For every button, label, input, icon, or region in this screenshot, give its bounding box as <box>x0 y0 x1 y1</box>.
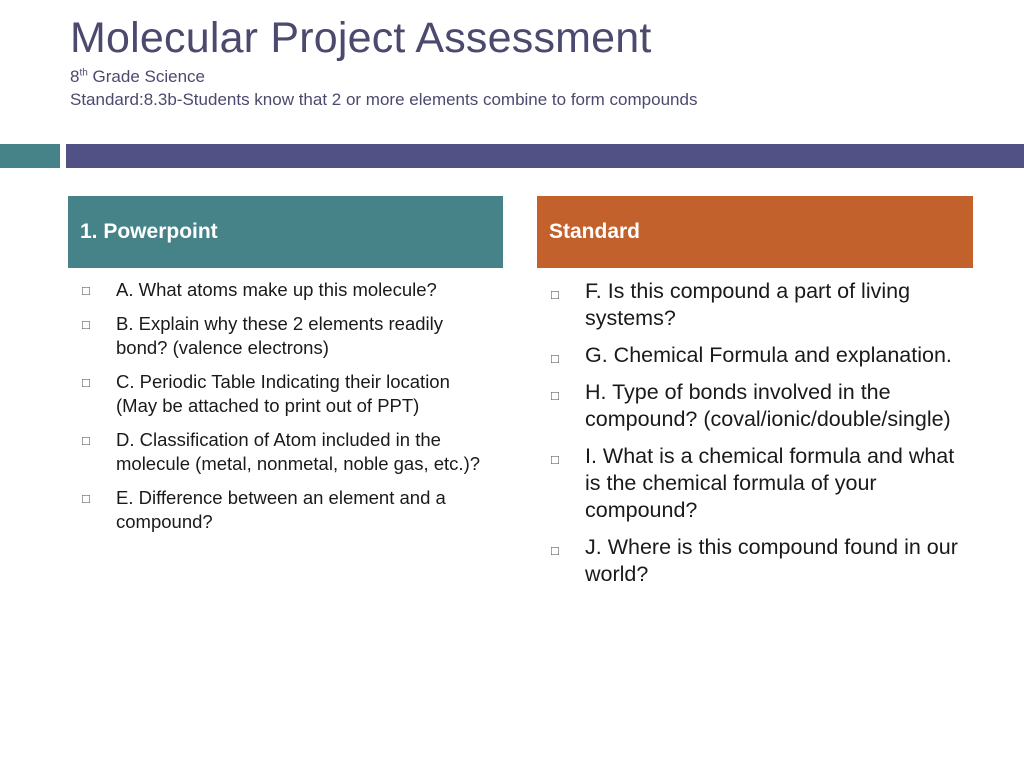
list-item-text: D. Classification of Atom included in the molecule (metal, nonmetal, noble gas, etc.)? <box>116 429 481 474</box>
list-item-text: C. Periodic Table Indicating their location (May be attached to print out of PPT) <box>116 371 450 416</box>
hollow-square-bullet-icon: □ <box>551 543 559 558</box>
hollow-square-bullet-icon: □ <box>82 317 90 332</box>
list-item-text: E. Difference between an element and a compound? <box>116 487 446 532</box>
hollow-square-bullet-icon: □ <box>82 491 90 506</box>
list-item <box>82 278 492 302</box>
hollow-square-bullet-icon: □ <box>551 452 559 467</box>
list-item <box>551 278 971 332</box>
list-item-text: H. Type of bonds involved in the compound? (coval/ionic/double/single) <box>585 380 951 431</box>
list-item-text: B. Explain why these 2 elements readily bond? (valence electrons) <box>116 313 444 358</box>
list-item <box>82 312 492 360</box>
right-bullet-list <box>551 278 971 598</box>
hollow-square-bullet-icon: □ <box>551 287 559 302</box>
hollow-square-bullet-icon: □ <box>82 283 90 298</box>
list-item <box>82 428 492 476</box>
hollow-square-bullet-icon: □ <box>551 388 559 403</box>
grade-rest: Grade Science <box>87 67 205 86</box>
list-item <box>551 379 971 433</box>
accent-bar-teal <box>0 144 60 168</box>
list-item-text: G. Chemical Formula and explanation. <box>585 343 952 367</box>
left-bullet-list <box>82 278 492 544</box>
list-item <box>551 443 971 524</box>
accent-bar-purple <box>66 144 1024 168</box>
left-column-header <box>68 196 503 268</box>
list-item <box>551 342 971 369</box>
list-item-text: F. Is this compound a part of living systems? <box>585 279 911 330</box>
list-item <box>82 486 492 534</box>
grade-suffix: th <box>79 67 88 79</box>
left-column-heading: 1. Powerpoint <box>80 220 218 243</box>
right-column-header <box>537 196 973 268</box>
title-block <box>70 12 1010 112</box>
grade-number: 8 <box>70 67 80 86</box>
hollow-square-bullet-icon: □ <box>82 433 90 448</box>
list-item-text: J. Where is this compound found in our world? <box>585 535 958 586</box>
list-item-text: I. What is a chemical formula and what is the chemical formula of your compound? <box>585 444 955 522</box>
list-item <box>82 370 492 418</box>
slide-title: Molecular Project Assessment <box>70 14 652 62</box>
right-column-heading: Standard <box>549 220 641 243</box>
list-item-text: A. What atoms make up this molecule? <box>116 279 437 300</box>
standard-line: Standard:8.3b-Students know that 2 or more elements combine to form compounds <box>70 90 698 109</box>
grade-subtitle <box>70 66 1010 88</box>
hollow-square-bullet-icon: □ <box>82 375 90 390</box>
list-item <box>551 534 971 588</box>
hollow-square-bullet-icon: □ <box>551 351 559 366</box>
